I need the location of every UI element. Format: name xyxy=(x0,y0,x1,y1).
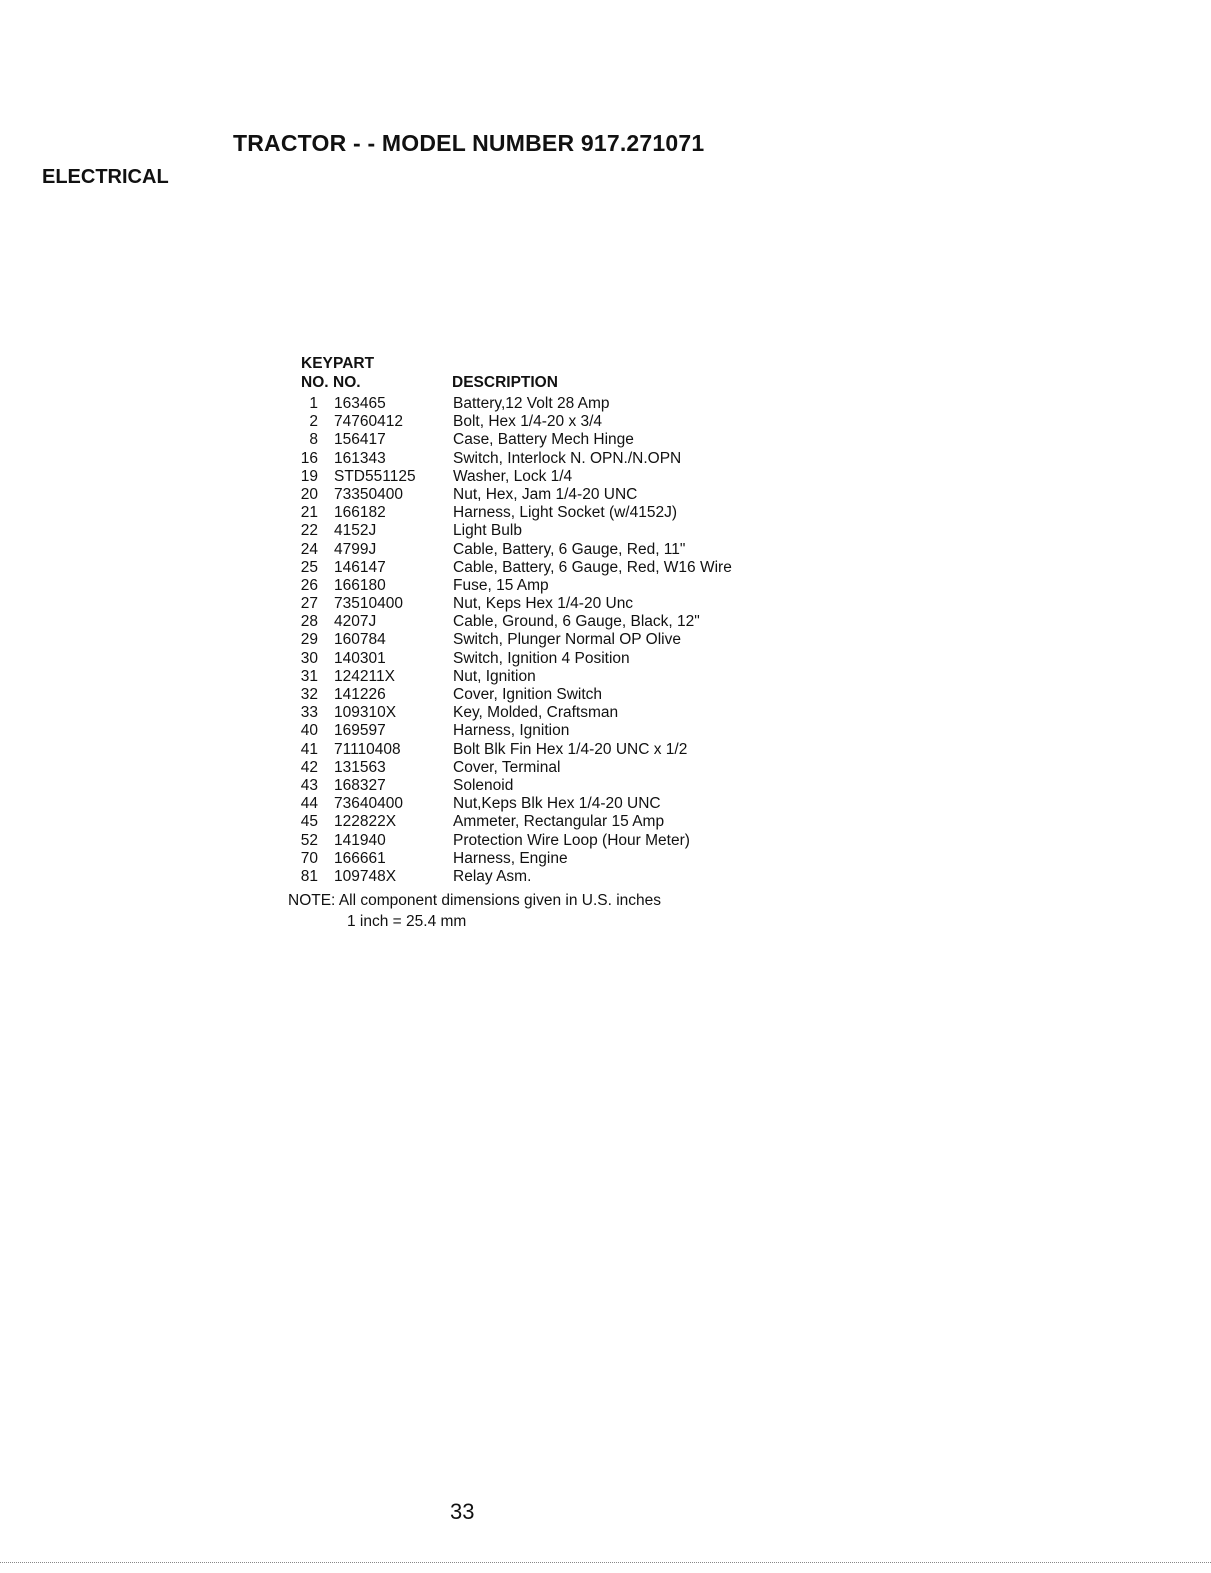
column-header-part-no: NO. xyxy=(333,374,361,391)
part-description: Key, Molded, Craftsman xyxy=(453,704,619,722)
section-heading: ELECTRICAL xyxy=(42,166,169,188)
key-number: 24 xyxy=(300,540,318,558)
part-description: Harness, Engine xyxy=(453,849,568,867)
key-number: 43 xyxy=(300,776,318,794)
key-number: 28 xyxy=(300,613,318,631)
part-number: 124211X xyxy=(334,667,395,685)
part-number: 146147 xyxy=(334,558,386,576)
part-number: 166180 xyxy=(334,576,386,594)
part-number: STD551125 xyxy=(334,467,416,485)
part-number: 109748X xyxy=(334,867,397,885)
part-description: Protection Wire Loop (Hour Meter) xyxy=(453,831,690,849)
key-number: 25 xyxy=(300,558,318,576)
part-number: 4799J xyxy=(334,540,377,558)
part-description: Battery,12 Volt 28 Amp xyxy=(453,395,610,412)
part-number: 4207J xyxy=(334,613,377,631)
part-number: 122822X xyxy=(334,813,397,831)
part-number: 109310X xyxy=(334,704,397,722)
part-number: 73640400 xyxy=(334,795,403,813)
key-number: 70 xyxy=(300,849,318,867)
part-description: Switch, Interlock N. OPN./N.OPN xyxy=(453,449,682,467)
part-number: 141940 xyxy=(334,831,386,849)
part-description: Harness, Ignition xyxy=(453,722,570,740)
key-number: 41 xyxy=(300,740,318,758)
part-description: Nut, Hex, Jam 1/4-20 UNC xyxy=(453,485,638,503)
part-description: Harness, Light Socket (w/4152J) xyxy=(453,504,677,522)
key-number: 40 xyxy=(300,722,318,740)
part-description: Switch, Plunger Normal OP Olive xyxy=(453,631,681,649)
key-number: 52 xyxy=(300,831,318,849)
key-number: 27 xyxy=(300,595,318,613)
key-number: 20 xyxy=(300,485,318,503)
key-number: 26 xyxy=(300,576,318,594)
key-number: 45 xyxy=(300,813,318,831)
key-number: 1 xyxy=(309,395,318,412)
key-number: 22 xyxy=(300,522,318,540)
part-number: 163465 xyxy=(334,395,386,412)
key-number: 42 xyxy=(300,758,318,776)
part-description: Nut,Keps Blk Hex 1/4-20 UNC xyxy=(453,795,661,813)
key-number: 81 xyxy=(300,867,318,885)
part-number: 140301 xyxy=(334,649,386,667)
key-number: 29 xyxy=(300,631,318,649)
part-description: Cover, Terminal xyxy=(453,758,561,776)
part-description: Solenoid xyxy=(453,776,514,794)
key-number: 33 xyxy=(300,704,318,722)
part-number: 73350400 xyxy=(334,485,403,503)
part-description: Ammeter, Rectangular 15 Amp xyxy=(453,813,665,831)
key-number: 16 xyxy=(300,449,318,467)
part-description: Nut, Ignition xyxy=(453,667,536,685)
part-description: Cover, Ignition Switch xyxy=(453,686,603,703)
part-number: 4152J xyxy=(334,522,377,540)
part-description: Cable, Ground, 6 Gauge, Black, 12" xyxy=(453,613,700,631)
key-number: 31 xyxy=(300,667,318,685)
part-number: 141226 xyxy=(334,686,386,703)
part-description: Washer, Lock 1/4 xyxy=(453,467,573,485)
part-description: Nut, Keps Hex 1/4-20 Unc xyxy=(453,595,634,613)
column-header-part: PART xyxy=(333,355,375,372)
part-description: Cable, Battery, 6 Gauge, Red, W16 Wire xyxy=(453,558,732,576)
key-number: 2 xyxy=(309,413,318,431)
part-number: 156417 xyxy=(334,431,386,449)
part-number: 169597 xyxy=(334,722,386,740)
part-description: Fuse, 15 Amp xyxy=(453,576,549,594)
column-header-key-no: NO. xyxy=(301,374,329,391)
part-number: 71110408 xyxy=(334,740,401,758)
key-number: 32 xyxy=(300,686,318,703)
key-number: 21 xyxy=(300,504,318,522)
part-number: 74760412 xyxy=(334,413,403,431)
column-header-key: KEY xyxy=(301,355,333,372)
part-number: 131563 xyxy=(334,758,386,776)
part-description: Switch, Ignition 4 Position xyxy=(453,649,630,667)
part-description: Case, Battery Mech Hinge xyxy=(453,431,634,449)
note-conversion: 1 inch = 25.4 mm xyxy=(347,913,467,930)
page-number: 33 xyxy=(450,1499,475,1524)
page-title: TRACTOR - - MODEL NUMBER 917.271071 xyxy=(233,130,705,156)
key-number: 19 xyxy=(300,467,318,485)
part-description: Bolt, Hex 1/4-20 x 3/4 xyxy=(453,413,603,431)
key-number: 8 xyxy=(309,431,318,449)
part-description: Cable, Battery, 6 Gauge, Red, 11" xyxy=(453,540,686,558)
part-number: 73510400 xyxy=(334,595,403,613)
part-number: 166182 xyxy=(334,504,386,522)
part-number: 161343 xyxy=(334,449,386,467)
part-description: Bolt Blk Fin Hex 1/4-20 UNC x 1/2 xyxy=(453,740,688,758)
part-number: 166661 xyxy=(334,849,386,867)
part-number: 160784 xyxy=(334,631,386,649)
column-header-description: DESCRIPTION xyxy=(452,374,558,391)
note: NOTE: All component dimensions given in U.S. inches xyxy=(288,892,662,909)
key-number: 30 xyxy=(300,649,318,667)
part-description: Relay Asm. xyxy=(453,867,532,885)
part-number: 168327 xyxy=(334,776,386,794)
part-description: Light Bulb xyxy=(453,522,522,540)
bottom-rule xyxy=(0,1562,1211,1563)
key-number: 44 xyxy=(300,795,318,813)
